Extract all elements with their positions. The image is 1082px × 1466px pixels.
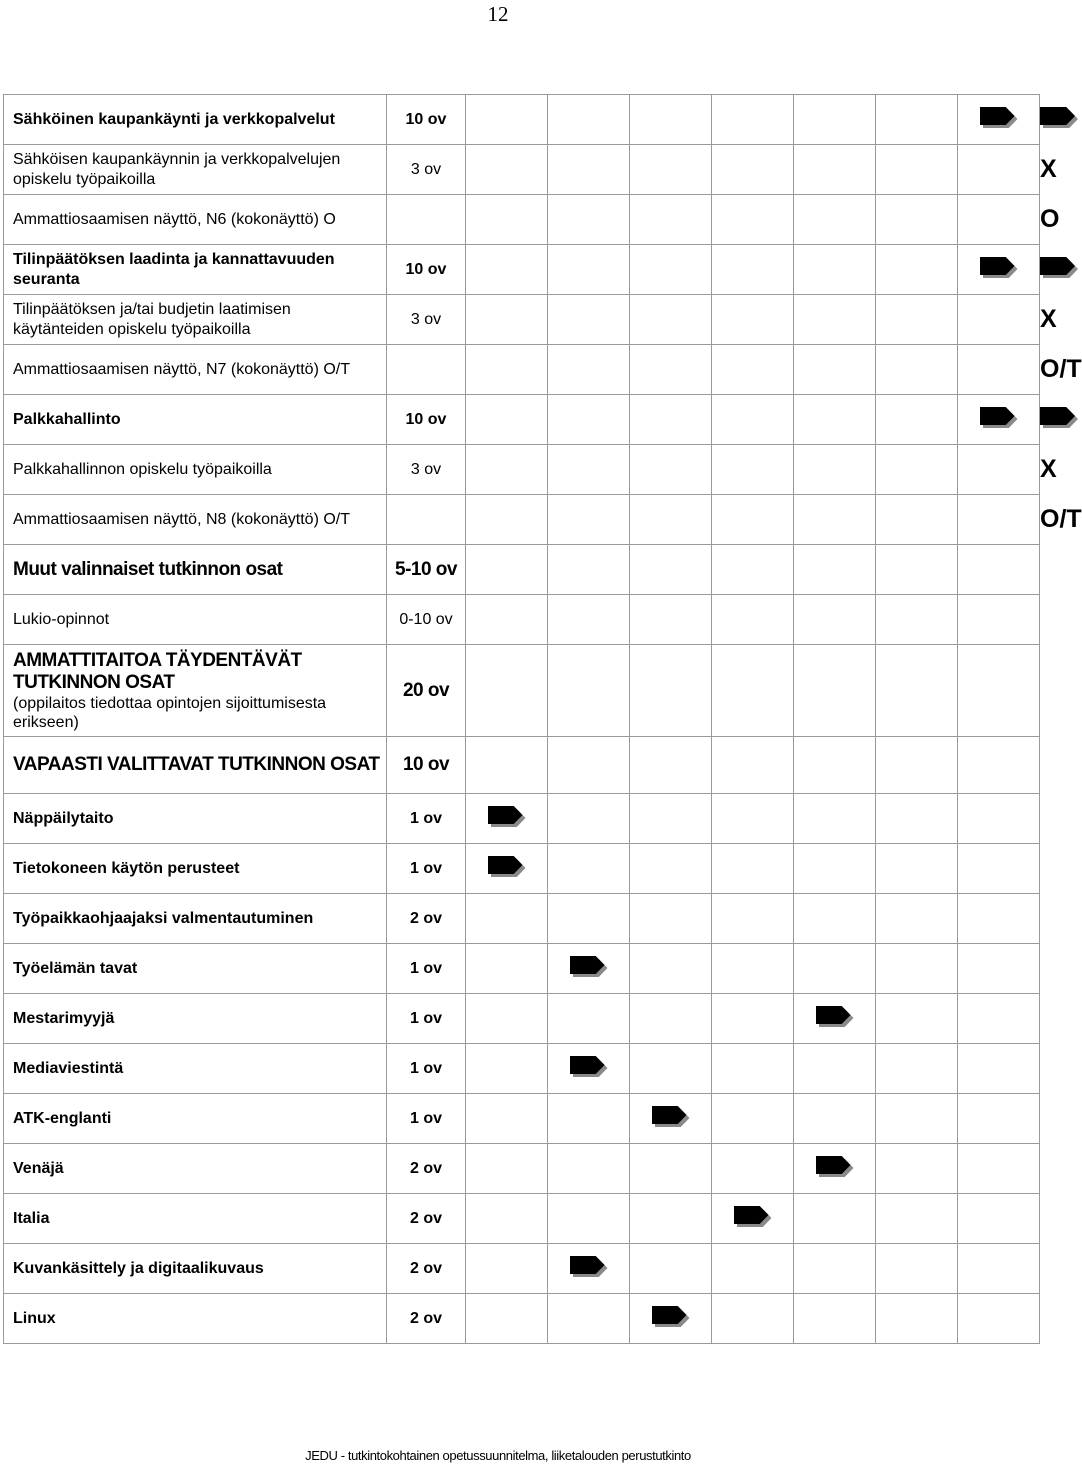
period-cell [548,794,630,844]
row-name [4,1294,387,1344]
period-cell [712,295,794,345]
period-cell [466,195,548,245]
period-cell [712,994,794,1044]
period-cell [630,295,712,345]
period-cell [794,595,876,645]
period-cell [958,1044,1040,1094]
period-cell [794,1244,876,1294]
period-cell [876,894,958,944]
arrow-right-icon [652,1106,690,1126]
period-cell [794,245,876,295]
table-row [4,195,1040,245]
period-cell [466,345,548,395]
period-cell [794,445,876,495]
table-row [4,1094,1040,1144]
row-name-text: Ammattiosaamisen näyttö, N7 (kokonäyttö) O/T [13,360,351,378]
period-cell [548,245,630,295]
arrow-right-icon [980,257,1018,277]
row-credits: 1 ov [387,1044,466,1094]
table-row [4,395,1040,445]
period-cell [876,994,958,1044]
period-cell [958,994,1040,1044]
period-cell [794,1294,876,1344]
period-cell [794,994,876,1044]
period-cell [794,495,876,545]
period-cell [466,595,548,645]
arrow-right-icon [1040,407,1078,427]
period-cell [876,645,958,737]
period-cell [630,1144,712,1194]
period-cell [958,1144,1040,1194]
period-cell [712,395,794,445]
row-name [4,737,387,794]
arrow-right-icon [980,407,1018,427]
table-row [4,295,1040,345]
row-name-text: Näppäilytaito [13,809,114,827]
table-row [4,944,1040,994]
period-cell [876,545,958,595]
arrow-right-icon [816,1006,854,1026]
table-row [4,994,1040,1044]
period-cell [548,445,630,495]
period-cell [876,1044,958,1094]
period-cell [794,1094,876,1144]
period-cell [876,95,958,145]
period-cell [712,545,794,595]
row-credits: 3 ov [387,145,466,195]
period-cell [630,145,712,195]
period-cell [794,195,876,245]
period-cell [958,445,1040,495]
row-name [4,1144,387,1194]
arrow-right-icon [488,806,526,826]
row-name-text: Lukio-opinnot [13,610,110,628]
period-cell [876,844,958,894]
period-cell [548,1194,630,1244]
period-cell [794,1194,876,1244]
table-row [4,245,1040,295]
row-name [4,445,387,495]
period-cell [958,794,1040,844]
period-cell [630,595,712,645]
period-cell [466,145,548,195]
period-cell [794,95,876,145]
period-cell [876,395,958,445]
period-cell [630,1094,712,1144]
period-cell [876,345,958,395]
period-cell [712,1194,794,1244]
row-name-text: Työelämän tavat [13,959,138,977]
period-cell [630,1294,712,1344]
period-cell [548,1244,630,1294]
row-name [4,944,387,994]
period-cell [466,1094,548,1144]
row-name-text: Ammattiosaamisen näyttö, N8 (kokonäyttö) O/T [13,510,351,528]
period-cell [958,645,1040,737]
table-row [4,1294,1040,1344]
period-cell [466,794,548,844]
period-cell [466,894,548,944]
row-name [4,894,387,944]
period-cell [466,395,548,445]
table-row [4,445,1040,495]
table-row [4,645,1040,737]
period-cell [466,245,548,295]
row-credits [387,345,466,395]
period-cell [466,645,548,737]
period-cell [466,1244,548,1294]
period-cell [958,1194,1040,1244]
row-name-text: Tilinpäätöksen ja/tai budjetin laatimisen käytänteiden opiskelu työpaikoilla [13,300,291,338]
arrow-right-icon [570,1056,608,1076]
table-row [4,1144,1040,1194]
period-cell [958,395,1040,445]
period-cell [958,495,1040,545]
row-name-text: Muut valinnaiset tutkinnon osat [13,558,283,580]
period-cell [794,737,876,794]
row-name [4,395,387,445]
period-cell [630,645,712,737]
period-cell [712,245,794,295]
period-cell [548,295,630,345]
period-cell [466,1044,548,1094]
period-cell [466,844,548,894]
period-cell [630,95,712,145]
assessment-mark: O/T [1040,505,1082,533]
study-plan-table [3,94,1082,1344]
period-cell [958,1294,1040,1344]
period-cell [466,994,548,1044]
period-cell [548,737,630,794]
period-cell [548,1044,630,1094]
row-name-text: Mestarimyyjä [13,1009,115,1027]
period-cell [876,1144,958,1194]
period-cell [794,545,876,595]
period-cell [548,645,630,737]
period-cell [548,944,630,994]
table-row [4,345,1040,395]
period-cell [630,1244,712,1294]
arrow-right-icon [980,107,1018,127]
row-credits: 10 ov [387,245,466,295]
period-cell [630,994,712,1044]
period-cell [958,145,1040,195]
row-credits: 2 ov [387,1194,466,1244]
period-cell [794,1144,876,1194]
row-name [4,95,387,145]
row-credits: 1 ov [387,944,466,994]
period-cell [548,345,630,395]
assessment-mark: X [1040,455,1057,483]
period-cell [712,495,794,545]
period-cell [876,495,958,545]
row-name [4,545,387,595]
table-row [4,145,1040,195]
row-credits: 2 ov [387,1244,466,1294]
row-name-text: Venäjä [13,1159,64,1177]
row-name [4,195,387,245]
row-name-text: Sähköisen kaupankäynnin ja verkkopalvelujen opiskelu työpaikoilla [13,150,341,188]
row-name [4,145,387,195]
period-cell [876,1094,958,1144]
page-number: 12 [487,2,509,26]
period-cell [548,195,630,245]
table-row [4,95,1040,145]
period-cell [958,944,1040,994]
table-row [4,737,1040,794]
period-cell [548,994,630,1044]
table-row [4,1044,1040,1094]
row-name [4,645,387,737]
period-cell [630,794,712,844]
period-cell [712,844,794,894]
period-cell [712,894,794,944]
row-name-text: Linux [13,1309,56,1327]
period-cell [630,445,712,495]
period-cell [466,445,548,495]
row-credits: 10 ov [387,395,466,445]
period-cell [548,1294,630,1344]
row-name [4,1094,387,1144]
period-cell [876,595,958,645]
row-credits: 20 ov [387,645,466,737]
period-cell [548,1094,630,1144]
period-cell [876,794,958,844]
period-cell [876,1244,958,1294]
period-cell [958,245,1040,295]
period-cell [958,737,1040,794]
row-credits [387,195,466,245]
row-credits: 1 ov [387,844,466,894]
row-credits [387,495,466,545]
period-cell [712,445,794,495]
arrow-right-icon [652,1306,690,1326]
period-cell [630,245,712,295]
row-name-text: VAPAASTI VALITTAVAT TUTKINNON OSAT [13,754,380,775]
period-cell [630,195,712,245]
row-name-text: ATK-englanti [13,1109,112,1127]
period-cell [794,295,876,345]
period-cell [712,1144,794,1194]
row-name-text: Italia [13,1209,50,1227]
period-cell [630,844,712,894]
period-cell [466,495,548,545]
period-cell [958,295,1040,345]
period-cell [794,345,876,395]
table-row [4,545,1040,595]
period-cell [876,245,958,295]
row-name [4,295,387,345]
assessment-mark: X [1040,155,1057,183]
row-credits: 2 ov [387,1294,466,1344]
period-cell [466,295,548,345]
period-cell [548,545,630,595]
period-cell [630,1194,712,1244]
period-cell [548,844,630,894]
period-cell [958,1094,1040,1144]
table-row [4,1194,1040,1244]
footer: JEDU - tutkintokohtainen opetussuunnitelma, liiketalouden perustutkinto [305,1448,691,1463]
period-cell [876,1194,958,1244]
row-name-text: Tilinpäätöksen laadinta ja kannattavuuden seuranta [13,250,335,288]
period-cell [712,345,794,395]
row-name [4,794,387,844]
period-cell [548,145,630,195]
period-cell [876,737,958,794]
period-cell [630,395,712,445]
period-cell [630,737,712,794]
period-cell [548,595,630,645]
period-cell [712,794,794,844]
period-cell [712,1044,794,1094]
period-cell [548,894,630,944]
period-cell [958,844,1040,894]
row-name [4,1244,387,1294]
row-credits: 1 ov [387,994,466,1044]
period-cell [630,894,712,944]
period-cell [712,737,794,794]
period-cell [466,1294,548,1344]
period-cell [958,95,1040,145]
period-cell [630,944,712,994]
period-cell [712,145,794,195]
arrow-right-icon [1040,257,1078,277]
period-cell [794,944,876,994]
table-row [4,894,1040,944]
row-name [4,245,387,295]
period-cell [466,944,548,994]
row-credits: 3 ov [387,445,466,495]
row-name-text: Mediaviestintä [13,1059,124,1077]
row-credits: 2 ov [387,894,466,944]
table-row [4,495,1040,545]
period-cell [712,1094,794,1144]
arrow-right-icon [570,1256,608,1276]
period-cell [630,545,712,595]
row-credits: 10 ov [387,95,466,145]
row-credits: 1 ov [387,1094,466,1144]
period-cell [876,944,958,994]
period-cell [712,1244,794,1294]
period-cell [958,1244,1040,1294]
period-cell [958,345,1040,395]
row-name [4,994,387,1044]
period-cell [876,295,958,345]
period-cell [630,1044,712,1094]
arrow-right-icon [488,856,526,876]
row-credits: 0-10 ov [387,595,466,645]
arrow-right-icon [734,1206,772,1226]
row-name [4,345,387,395]
arrow-right-icon [1040,107,1078,127]
row-name-text: Kuvankäsittely ja digitaalikuvaus [13,1259,264,1277]
period-cell [466,1144,548,1194]
table-row [4,595,1040,645]
row-note: (oppilaitos tiedottaa opintojen sijoittumisesta erikseen) [13,694,327,731]
row-name [4,844,387,894]
period-cell [466,737,548,794]
row-name-text: Palkkahallinto [13,410,121,428]
period-cell [876,145,958,195]
table-row [4,1244,1040,1294]
period-cell [794,794,876,844]
row-credits: 5-10 ov [387,545,466,595]
row-name-text: Sähköinen kaupankäynti ja verkkopalvelut [13,110,335,128]
period-cell [794,844,876,894]
period-cell [712,645,794,737]
row-credits: 2 ov [387,1144,466,1194]
arrow-right-icon [816,1156,854,1176]
period-cell [466,545,548,595]
period-cell [712,195,794,245]
row-name [4,595,387,645]
period-cell [958,894,1040,944]
period-cell [548,495,630,545]
period-cell [630,345,712,395]
row-name-text: Ammattiosaamisen näyttö, N6 (kokonäyttö) O [13,210,336,228]
period-cell [876,195,958,245]
period-cell [712,944,794,994]
row-name-text: AMMATTITAITOA TÄYDENTÄVÄT TUTKINNON OSAT [13,649,302,693]
period-cell [630,495,712,545]
arrow-right-icon [570,956,608,976]
period-cell [712,1294,794,1344]
period-cell [466,95,548,145]
row-name-text: Palkkahallinnon opiskelu työpaikoilla [13,460,272,478]
period-cell [876,445,958,495]
period-cell [794,894,876,944]
period-cell [794,145,876,195]
period-cell [712,95,794,145]
period-cell [958,595,1040,645]
period-cell [958,545,1040,595]
row-credits: 3 ov [387,295,466,345]
row-credits: 1 ov [387,794,466,844]
assessment-mark: O [1040,205,1060,233]
period-cell [548,395,630,445]
period-cell [958,195,1040,245]
assessment-mark: O/T [1040,355,1082,383]
table-row [4,794,1040,844]
row-name-text: Tietokoneen käytön perusteet [13,859,240,877]
period-cell [548,1144,630,1194]
table-row [4,844,1040,894]
period-cell [794,1044,876,1094]
period-cell [794,395,876,445]
assessment-mark: X [1040,305,1057,333]
row-name-text: Työpaikkaohjaajaksi valmentautuminen [13,909,314,927]
period-cell [876,1294,958,1344]
row-name [4,495,387,545]
period-cell [712,595,794,645]
row-name [4,1194,387,1244]
period-cell [466,1194,548,1244]
period-cell [794,645,876,737]
row-name [4,1044,387,1094]
row-credits: 10 ov [387,737,466,794]
period-cell [548,95,630,145]
